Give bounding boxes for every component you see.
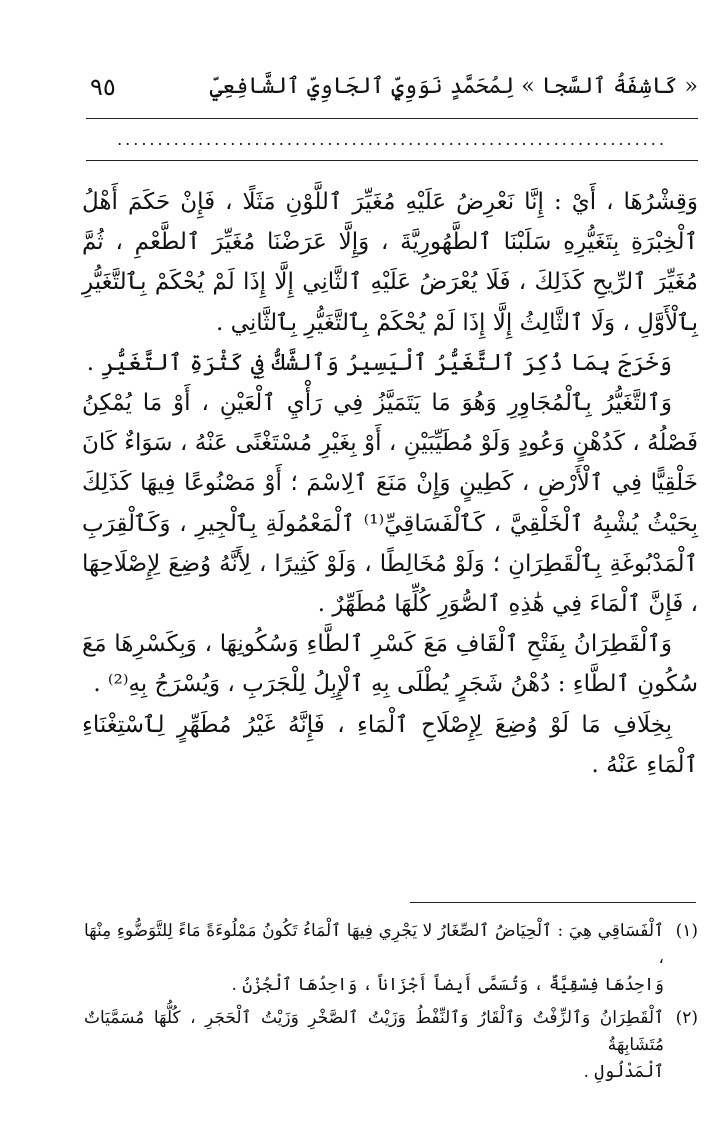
footnote-text — [84, 1005, 664, 1086]
footnote-line: ٱلْفَسَاقِي هِيَ : ٱلْحِيَاضُ ٱلصِّغَارُ لا يَجْرِي فِيهَا ٱلْمَاءُ تَكُونُ مَمْلُوءَةً مَاءً لِلتَّوَضُّوءِ مِنْهَا ، — [84, 921, 664, 968]
footnote-line: وَاحِدُهَا فِسْقِيَّةٌ ، وَتُسَمَّى أَيضاً أَجْزَاناً ، وَاحِدُهَا ٱلْجُزْنُ . — [231, 975, 664, 995]
footnote-line: ٱلْقَطِرَانُ وَٱلزِّفْتُ وَٱلْقَارُ وَٱلنِّفْطُ وَزَيْتُ ٱلصَّخْرِ وَزَيْتُ ٱلْحَجَرِ ، كُلُّهَا مُسَمَّيَاتٌ مُتَشَابِهَةُ — [84, 1008, 664, 1055]
separator-rule — [86, 160, 698, 161]
footnotes — [84, 918, 698, 1092]
paragraph-2: وَخَرَجَ بِمَا ذُكِرَ ٱلتَّغَيُّرُ ٱلْيَسِيرُ وَٱلشَّكُّ فِي كَثْرَةِ ٱلتَّغَيُّرِ . — [86, 349, 672, 376]
footnote-line: ٱلْمَدْلُولِ . — [583, 1062, 664, 1082]
footnote-rule — [410, 902, 696, 903]
footnote-number: (٢) — [675, 1008, 698, 1028]
footnote-number: (١) — [675, 921, 698, 941]
footnote-text — [84, 918, 664, 999]
paragraph-1: وَقِشْرُهَا ، أَيْ : إِنَّا نَعْرِضُ عَلَيْهِ مُغَيِّرَ ٱللَّوْنِ مَثَلًا ، فَإِنْ حَكَمَ أَهْلُ ٱلْخِبْرَةِ بِتَغَيُّرِهِ سَلَبْنَا ٱلطَّهُورِيَّةَ ، وَإِلَّا عَرَضْنَا مُغَيِّرَ ٱلطَّعْمِ ، ثُمَّ مُغَيِّرَ ٱلرِّيحِ كَذَلِكَ ، فَلَا يُعْرَضُ عَلَيْهِ ٱلثَّانِي إِلَّا إِذَا لَمْ يُحْكَمْ بِٱلتَّغَيُّرِ بِٱلْأَوَّلِ ، وَلَا ٱلثَّالِثُ إِلَّا إِذَا لَمْ يُحْكَمْ بِٱلتَّغَيُّرِ بِٱلثَّانِي . — [82, 189, 698, 336]
header-rule — [86, 118, 698, 119]
running-header — [86, 70, 698, 110]
separator-dots: .................................................................... — [117, 130, 667, 149]
page-number: ٩٥ — [90, 73, 116, 101]
footnote-2 — [84, 1005, 698, 1086]
paragraph-3: وَٱلتَّغَيُّرُ بِٱلْمُجَاوِرِ وَهُوَ مَا يَتَمَيَّزُ فِي رَأْيِ ٱلْعَيْنِ ، أَوْ مَا يُمْكِنُ فَصْلُهُ ، كَدُهْنٍ وَعُودٍ وَلَوْ مُطَيِّبَيْنِ ، أَوْ بِغَيْرِ مُسْتَغْنًى عَنْهُ ، سَوَاءٌ كَانَ خَلْقِيًّا فِي ٱلْأَرْضِ ، كَطِينٍ وَإِنْ مَنَعَ ٱلِاسْمَ ؛ أَوْ مَصْنُوعًا فِيهَا كَذَلِكَ بِحَيْثُ يُشْبِهُ ٱلْخَلْقِيَّ ، كَٱلْفَسَاقِيِّ⁽¹⁾ ٱلْمَعْمُولَةِ بِٱلْجِيرِ ، وَكَٱلْقِرَبِ ٱلْمَدْبُوغَةِ بِٱلْقَطِرَانِ ؛ وَلَوْ مُخَالِطًا ، وَلَوْ كَثِيرًا ، لِأَنَّهُ وُضِعَ لِإِصْلَاحِهَا ، فَإِنَّ ٱلْمَاءَ فِي هَٰذِهِ ٱلصُّوَرِ كُلِّهَا مُطَهِّرٌ . — [82, 390, 698, 618]
header-title: « كَاشِفَةُ ٱلسَّجا » لِمُحَمَّدٍ نَوَوِيٍّ ٱلجَاوِيِّ ٱلشَّافِعِيِّ — [209, 74, 698, 99]
footnote-1 — [84, 918, 698, 999]
paragraph-4: وَٱلْقَطِرَانُ بِفَتْحِ ٱلْقَافِ مَعَ كَسْرِ ٱلطَّاءِ وَسُكُونِهَا ، وَبِكَسْرِهَا مَعَ سُكُونِ ٱلطَّاءِ : دُهْنُ شَجَرٍ يُطْلَى بِهِ ٱلْإِبِلُ لِلْجَرَبِ ، وَيُسْرَجُ بِهِ⁽²⁾ . — [82, 631, 698, 698]
main-text — [82, 182, 698, 785]
paragraph-5: بِخِلَافِ مَا لَوْ وُضِعَ لِإِصْلَاحِ ٱلْمَاءِ ، فَإِنَّهُ غَيْرُ مُطَهِّرٍ لِٱسْتِغْنَاءِ ٱلْمَاءِ عَنْهُ . — [82, 711, 698, 778]
